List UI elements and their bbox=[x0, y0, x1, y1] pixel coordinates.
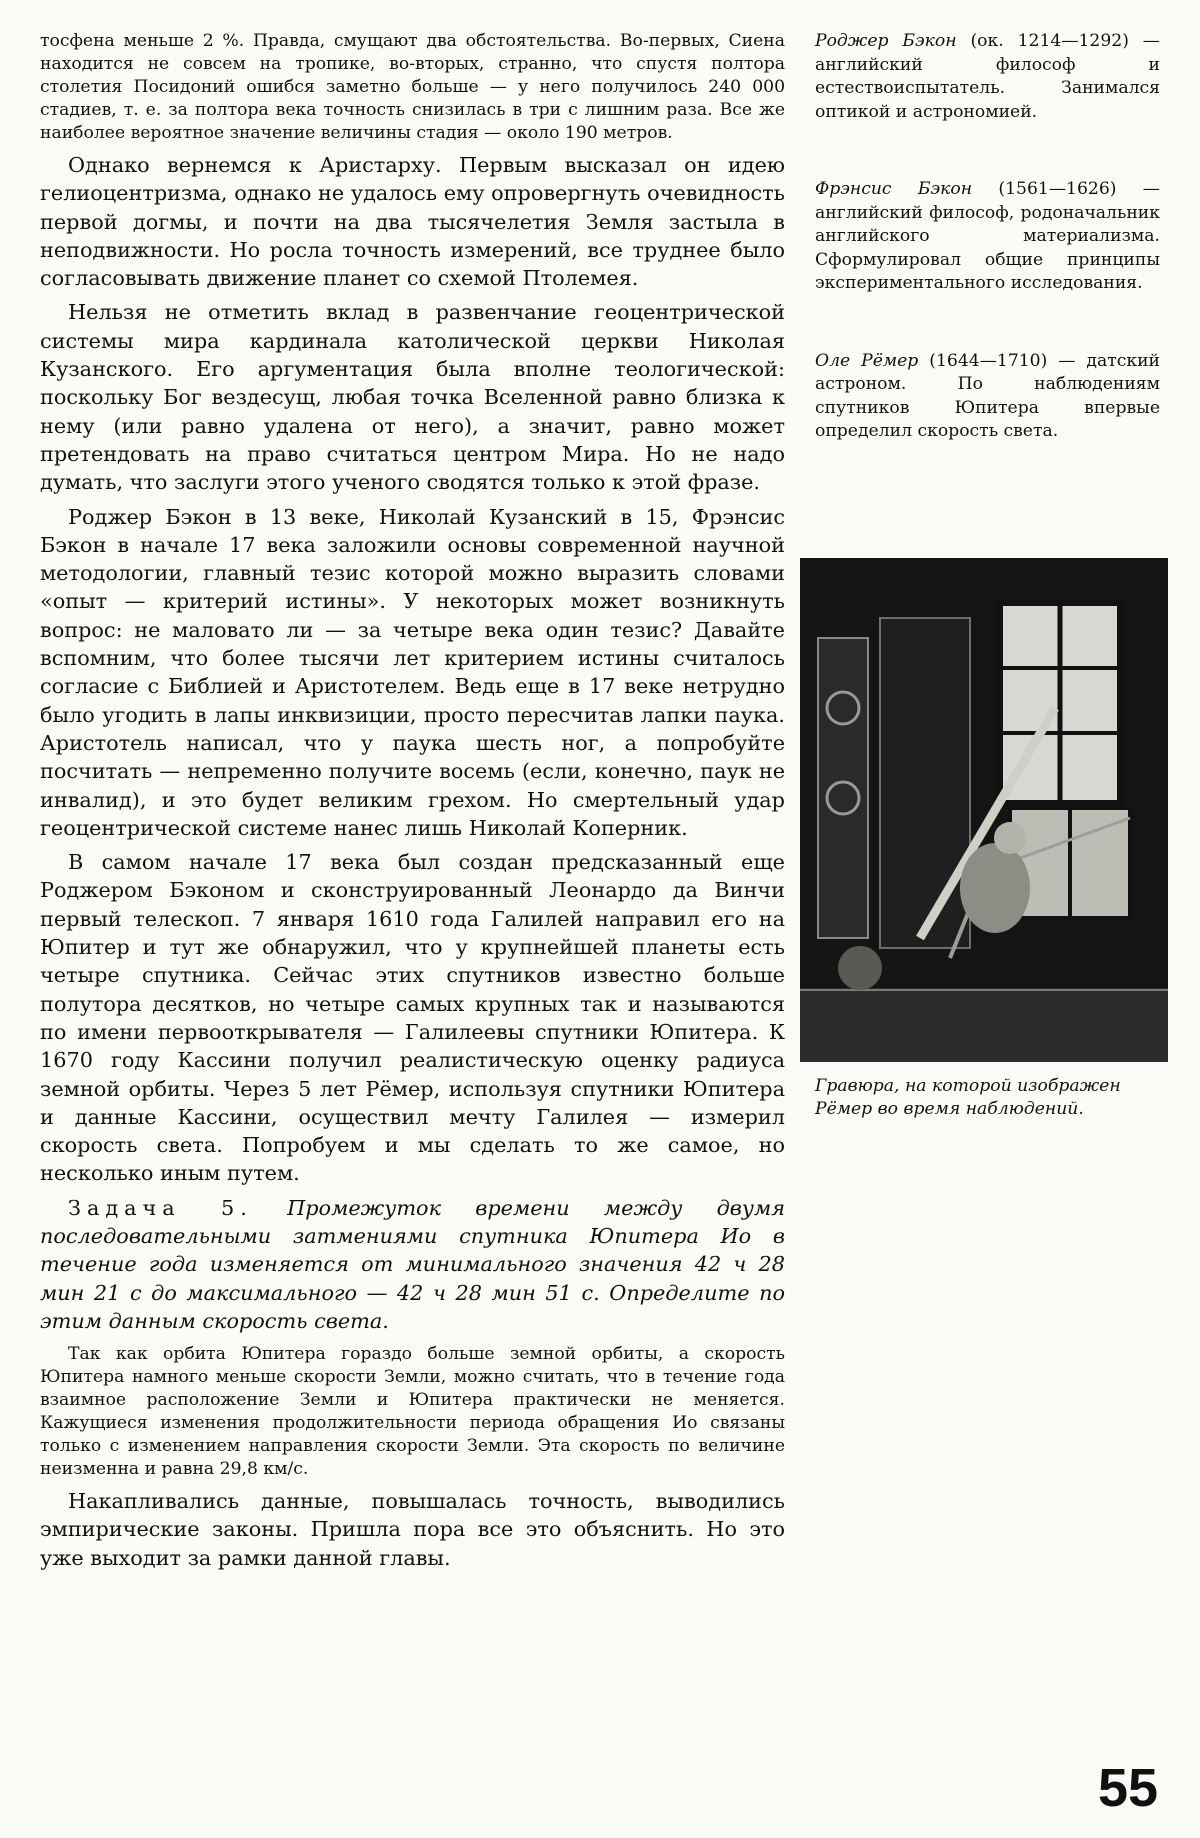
task-text: Промежуток времени между двумя последовательными затмениями спутника Юпитера Ио в течение года изменяется от минимального значения 42 ч 28 мин 21 с до максимального — 42 ч 28 мин 51 с. Определите по этим данным скорость света. bbox=[40, 1195, 785, 1333]
paragraph-methodology: Роджер Бэкон в 13 веке, Николай Кузанский в 15, Фрэнсис Бэкон в начале 17 века заложили основы современной научной методологии, главный тезис которой можно выразить словами «опыт — критерий истины». У некоторых может возникнуть вопрос: не маловато ли — за четыре века один тезис? Давайте вспомним, что более тысячи лет критерием истины считалось согласие с Библией и Аристотелем. Ведь еще в 17 веке нетрудно было угодить в лапы инквизиции, просто пересчитав лапки паука. Аристотель написал, что у паука шесть ног, а попробуйте посчитать — непременно получите восемь (если, конечно, паук не инвалид), и это будет великим грехом. Но смертельный удар геоцентрической системе нанес лишь Николай Коперник. bbox=[40, 504, 785, 840]
note-ole-roemer: Оле Рёмер (1644—1710) — датский астроном. По наблюдениям спутников Юпитера впервые определил скорость света. bbox=[815, 350, 1160, 441]
paragraph-telescope: В самом начале 17 века был создан предсказанный еще Роджером Бэконом и сконструированный Леонардо да Винчи первый телескоп. 7 января 1610 года Галилей направил его на Юпитер и тут же обнаружил, что у крупнейшей планеты есть четыре спутника. Сейчас этих спутников известно больше полутора десятков, но четыре самых крупных так и называются по имени первооткрывателя — Галилеевы спутники Юпитера. К 1670 году Кассини получил реалистическую оценку радиуса земной орбиты. Через 5 лет Рёмер, используя спутники Юпитера и данные Кассини, осуществил мечту Галилея — измерил скорость света. Попробуем и мы сделать то же самое, но несколько иным путем. bbox=[40, 850, 785, 1186]
paragraph-conclusion: Накапливались данные, повышалась точность, выводились эмпирические законы. Пришла пора все это объяснить. Но это уже выходит за рамки данной главы. bbox=[40, 1489, 785, 1570]
task-solution: Так как орбита Юпитера гораздо больше земной орбиты, а скорость Юпитера намного меньше скорости Земли, можно считать, что в течение года взаимное расположение Земли и Юпитера практически не меняется. Кажущиеся изменения продолжительности периода обращения Ио связаны только с изменением направления скорости Земли. Эта скорость по величине неизменна и равна 29,8 км/с. bbox=[40, 1344, 785, 1480]
page-number: 55 bbox=[1098, 1758, 1159, 1818]
note-francis-bacon: Фрэнсис Бэкон (1561—1626) — английский философ, родоначальник английского материализма. Сформулировал общие принципы экспериментального исследования. bbox=[815, 179, 1160, 293]
engraving-caption: Гравюра, на которой изображен Рёмер во время наблюдений. bbox=[815, 1076, 1121, 1119]
engraving-illustration bbox=[800, 558, 1168, 1062]
engraving-drawing bbox=[800, 558, 1168, 1062]
main-text-column bbox=[40, 30, 785, 1572]
paragraph-aristarchus: Однако вернемся к Аристарху. Первым высказал он идею гелиоцентризма, однако не удалось ему опровергнуть очевидность первой догмы, и почти на два тысячелетия Земля застыла в неподвижности. Но росла точность измерений, все труднее было согласовывать движение планет со схемой Птолемея. bbox=[40, 153, 785, 291]
paragraph-eratosthenes: тосфена меньше 2 %. Правда, смущают два обстоятельства. Во-первых, Сиена находится не совсем на тропике, во-вторых, странно, что спустя полтора столетия Посидоний ошибся заметно больше — у него получилось 240 000 стадиев, т. е. за полтора века точность снизилась в три с лишним раза. Все же наиболее вероятное значение величины стадия — около 190 метров. bbox=[40, 31, 785, 143]
paragraph-cusanus: Нельзя не отметить вклад в развенчание геоцентрической системы мира кардинала католической церкви Николая Кузанского. Его аргументация была вполне теологической: поскольку Бог вездесущ, любая точка Вселенной равно близка к нему (или равно удалена от него), а значит, равно может претендовать на право считаться центром Мира. Но не надо думать, что заслуги этого ученого сводятся только к этой фразе. bbox=[40, 300, 785, 495]
sidebar bbox=[815, 30, 1160, 444]
task-label: Задача 5. bbox=[68, 1195, 253, 1220]
task-5 bbox=[40, 1194, 785, 1335]
note-roger-bacon: Роджер Бэкон (ок. 1214—1292) — английский философ и естествоиспытатель. Занимался оптикой и астрономией. bbox=[815, 31, 1160, 122]
